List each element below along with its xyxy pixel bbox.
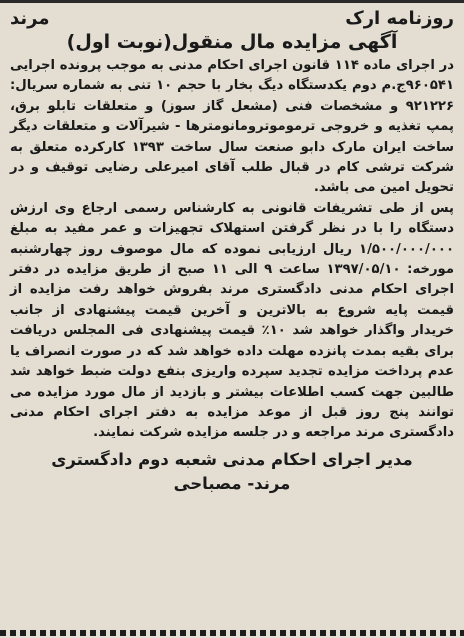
top-divider (0, 0, 464, 3)
notice-body (10, 56, 454, 444)
city-name: مرند (10, 8, 50, 29)
notice-paragraph-2: پس از طی تشریفات قانونی به کارشناس رسمی ارجاع وی ارزش دستگاه را با در نظر گرفتن استهلاک تجهیزات و عمر مفید به مبلغ ۱/۵۰۰/۰۰۰/۰۰۰ ریال ارزیابی نموده که مال موصوف روز چهارشنبه مورخه: ۱۳۹۷/۰۵/۱۰ ساعت ۹ الی ۱۱ صبح از طریق مزایده در دفتر اجرای احکام مدنی دادگستری مرند بفروش خواهد رفت مزایده از قیمت پایه شروع به بالاترین و آخرین قیمت پیشنهادی از جانب خریدار واگذار خواهد شد ۱۰٪ قیمت پیشنهادی فی المجلس دریافت برای بقیه بمدت پانزده مهلت داده خواهد شد که در صورت انصراف یا عدم پرداخت مزایده تجدید سپرده واریزی بنفع دولت ضبط خواهد شد طالبین جهت کسب اطلاعات بیشتر و بازدید از مال مورد مزایده می توانند پنج روز قبل از موعد مزایده به دفتر اجرای احکام مدنی دادگستری مرند مراجعه و در جلسه مزایده شرکت نمایند. (10, 200, 454, 441)
signature-block (10, 448, 454, 496)
bottom-divider (0, 630, 464, 636)
clipping-header (10, 8, 454, 29)
signature-name: مرند- مصباحی (173, 473, 291, 493)
signature-title: مدیر اجرای احکام مدنی شعبه دوم دادگستری (51, 449, 413, 469)
newspaper-name: روزنامه ارک (345, 8, 454, 29)
notice-title: آگهی مزایده مال منقول(نوبت اول) (66, 31, 398, 53)
notice-paragraph-1: در اجرای ماده ۱۱۴ قانون اجرای احکام مدنی به موجب پرونده اجرایی ۹۶۰۵۴۱ج.م دوم یکدستگاه دیگ بخار با حجم ۱۰ تنی به شماره سریال: ۹۲۱۲۲۶ و مشخصات فنی (مشعل گاز سوز) و متعلقات تابلو برق، پمپ تغذیه و خروجی ترموموترومانومترها - شیرآلات و متعلقات دیگر ساخت ایران مارک دابو صنعت سال ساخت ۱۳۹۳ کارکرده متعلق به شرکت ترشی کام در قبال طلب آقای امیرعلی رضایی توقیف و در تحویل امین می باشد. (10, 58, 455, 196)
